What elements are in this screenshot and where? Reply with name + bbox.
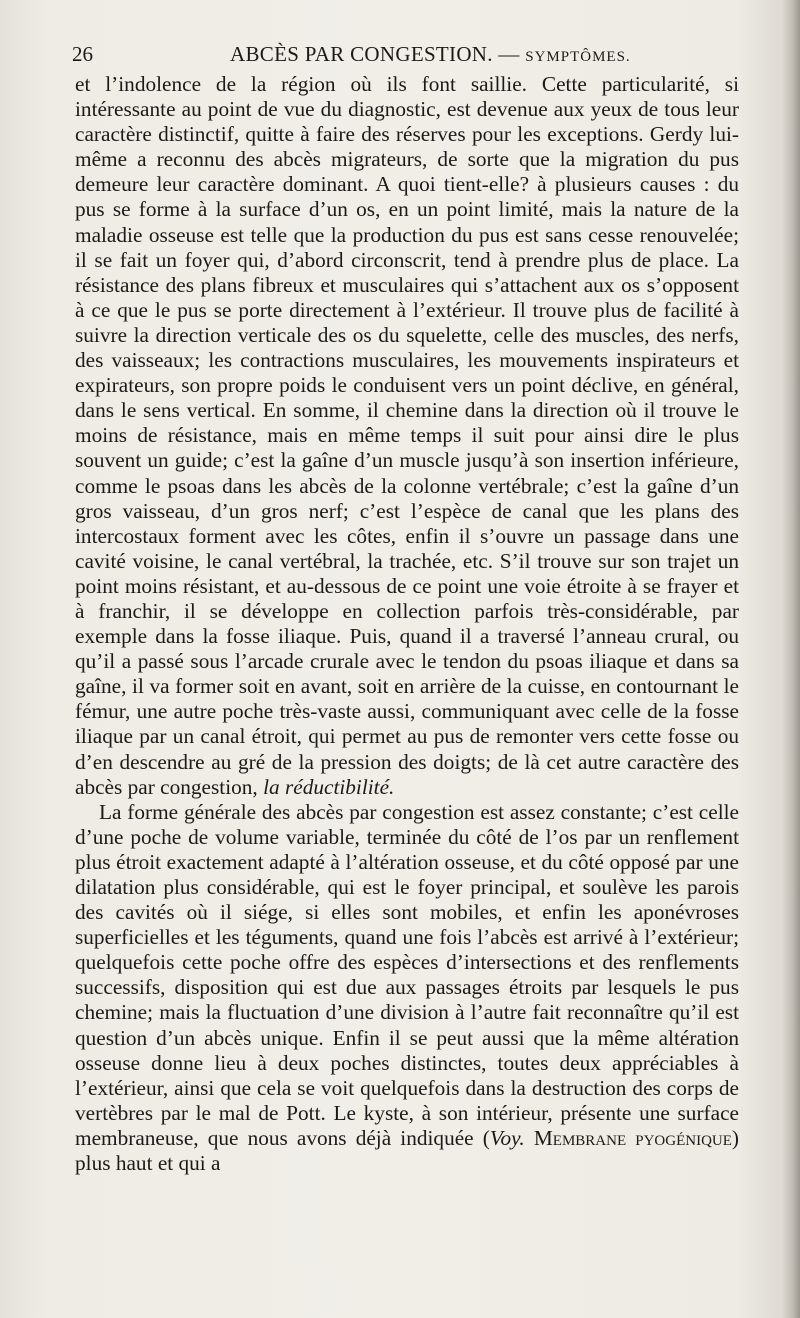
paragraph-1-italic-term: la réductibilité. — [263, 774, 395, 799]
paragraph-2-cross-reference: Membrane pyogénique — [533, 1125, 732, 1150]
body-text — [75, 72, 739, 1176]
paragraph-2-text-before: La forme générale des abcès par congestion est assez constante; c’est celle d’une poche de volume variable, terminée du côté de l’os par un renflement plus étroit exactement adapté à l’altération osseuse, et du côté opposé par une dilatation plus considérable, qui est le foyer principal, et soulève les parois des cavités où il siége, si elles sont mobiles, et enfin les aponévroses superficielles et les téguments, quand une fois l’abcès est arrivé à l’extérieur; quelquefois cette poche offre des espèces d’intersections et des renflements successifs, disposition qui est due aux passages étroits par lesquels le pus chemine; mais la fluctuation d’une division à l’autre fait reconnaître qu’il est question d’un abcès unique. Enfin il se peut aussi que la même altération osseuse donne lieu à deux poches distinctes, toutes deux appréciables à l’extérieur, ainsi que cela se voit quelquefois dans la destruction des corps de vertèbres par le mal de Pott. Le kyste, à son intérieur, présente une surface membraneuse, que nous avons déjà indiquée ( — [75, 799, 739, 1150]
paragraph-2 — [75, 800, 739, 1176]
paragraph-2-text-after: ) plus haut et qui a — [75, 1125, 739, 1176]
running-title-sub: SYMPTÔMES. — [525, 49, 631, 65]
running-title — [230, 42, 631, 67]
running-head — [72, 36, 742, 70]
running-title-main: ABCÈS PAR CONGESTION. — — [230, 42, 520, 66]
page-number: 26 — [72, 42, 93, 66]
paragraph-1-text: et l’indolence de la région où ils font saillie. Cette particularité, si intéressante au point de vue du diagnostic, est devenue aux yeux de tous leur caractère distinctif, quitte à faire des réserves pour les exceptions. Gerdy lui-même a reconnu des abcès migrateurs, de sorte que la migration du pus demeure leur caractère dominant. A quoi tient-elle? à plusieurs causes : du pus se forme à la surface d’un os, en un point limité, mais la nature de la maladie osseuse est telle que la production du pus est sans cesse renouvelée; il se fait un foyer qui, d’abord circonscrit, tend à prendre plus de place. La résistance des plans fibreux et musculaires qui s’attachent aux os s’opposent à ce que le pus se porte directement à l’extérieur. Il trouve plus de facilité à suivre la direction verticale des os du squelette, celle des muscles, des nerfs, des vaisseaux; les contractions musculaires, les mouvements inspirateurs et expirateurs, son propre poids le conduisent vers un point déclive, en général, dans le sens vertical. En somme, il chemine dans la direction où il trouve le moins de résistance, mais en même temps il suit pour ainsi dire le plus souvent un guide; c’est la gaîne d’un muscle jusqu’à son insertion inférieure, comme le psoas dans les abcès de la colonne vertébrale; c’est la gaîne d’un gros vaisseau, d’un gros nerf; c’est l’espèce de canal que les plans des intercostaux forment avec les côtes, enfin il s’ouvre un passage dans une cavité voisine, le canal vertébral, la trachée, etc. S’il trouve sur son trajet un point moins résistant, et au-dessous de ce point une voie étroite à se frayer et à franchir, il se développe en collection parfois très-considérable, par exemple dans la fosse iliaque. Puis, quand il a traversé l’anneau crural, ou qu’il a passé sous l’arcade crurale avec le tendon du psoas iliaque et dans sa gaîne, il va former soit en avant, soit en arrière de la cuisse, en contournant le fémur, une autre poche très-vaste aussi, communiquant avec celle de la fosse iliaque par un canal étroit, qui permet au pus de remonter vers cette fosse ou d’en descendre au gré de la pression des doigts; de là cet autre caractère des abcès par congestion, — [75, 72, 739, 799]
page-edge-shadow — [782, 0, 800, 1318]
paragraph-1 — [75, 72, 739, 800]
paragraph-2-voy: Voy. — [489, 1125, 525, 1150]
